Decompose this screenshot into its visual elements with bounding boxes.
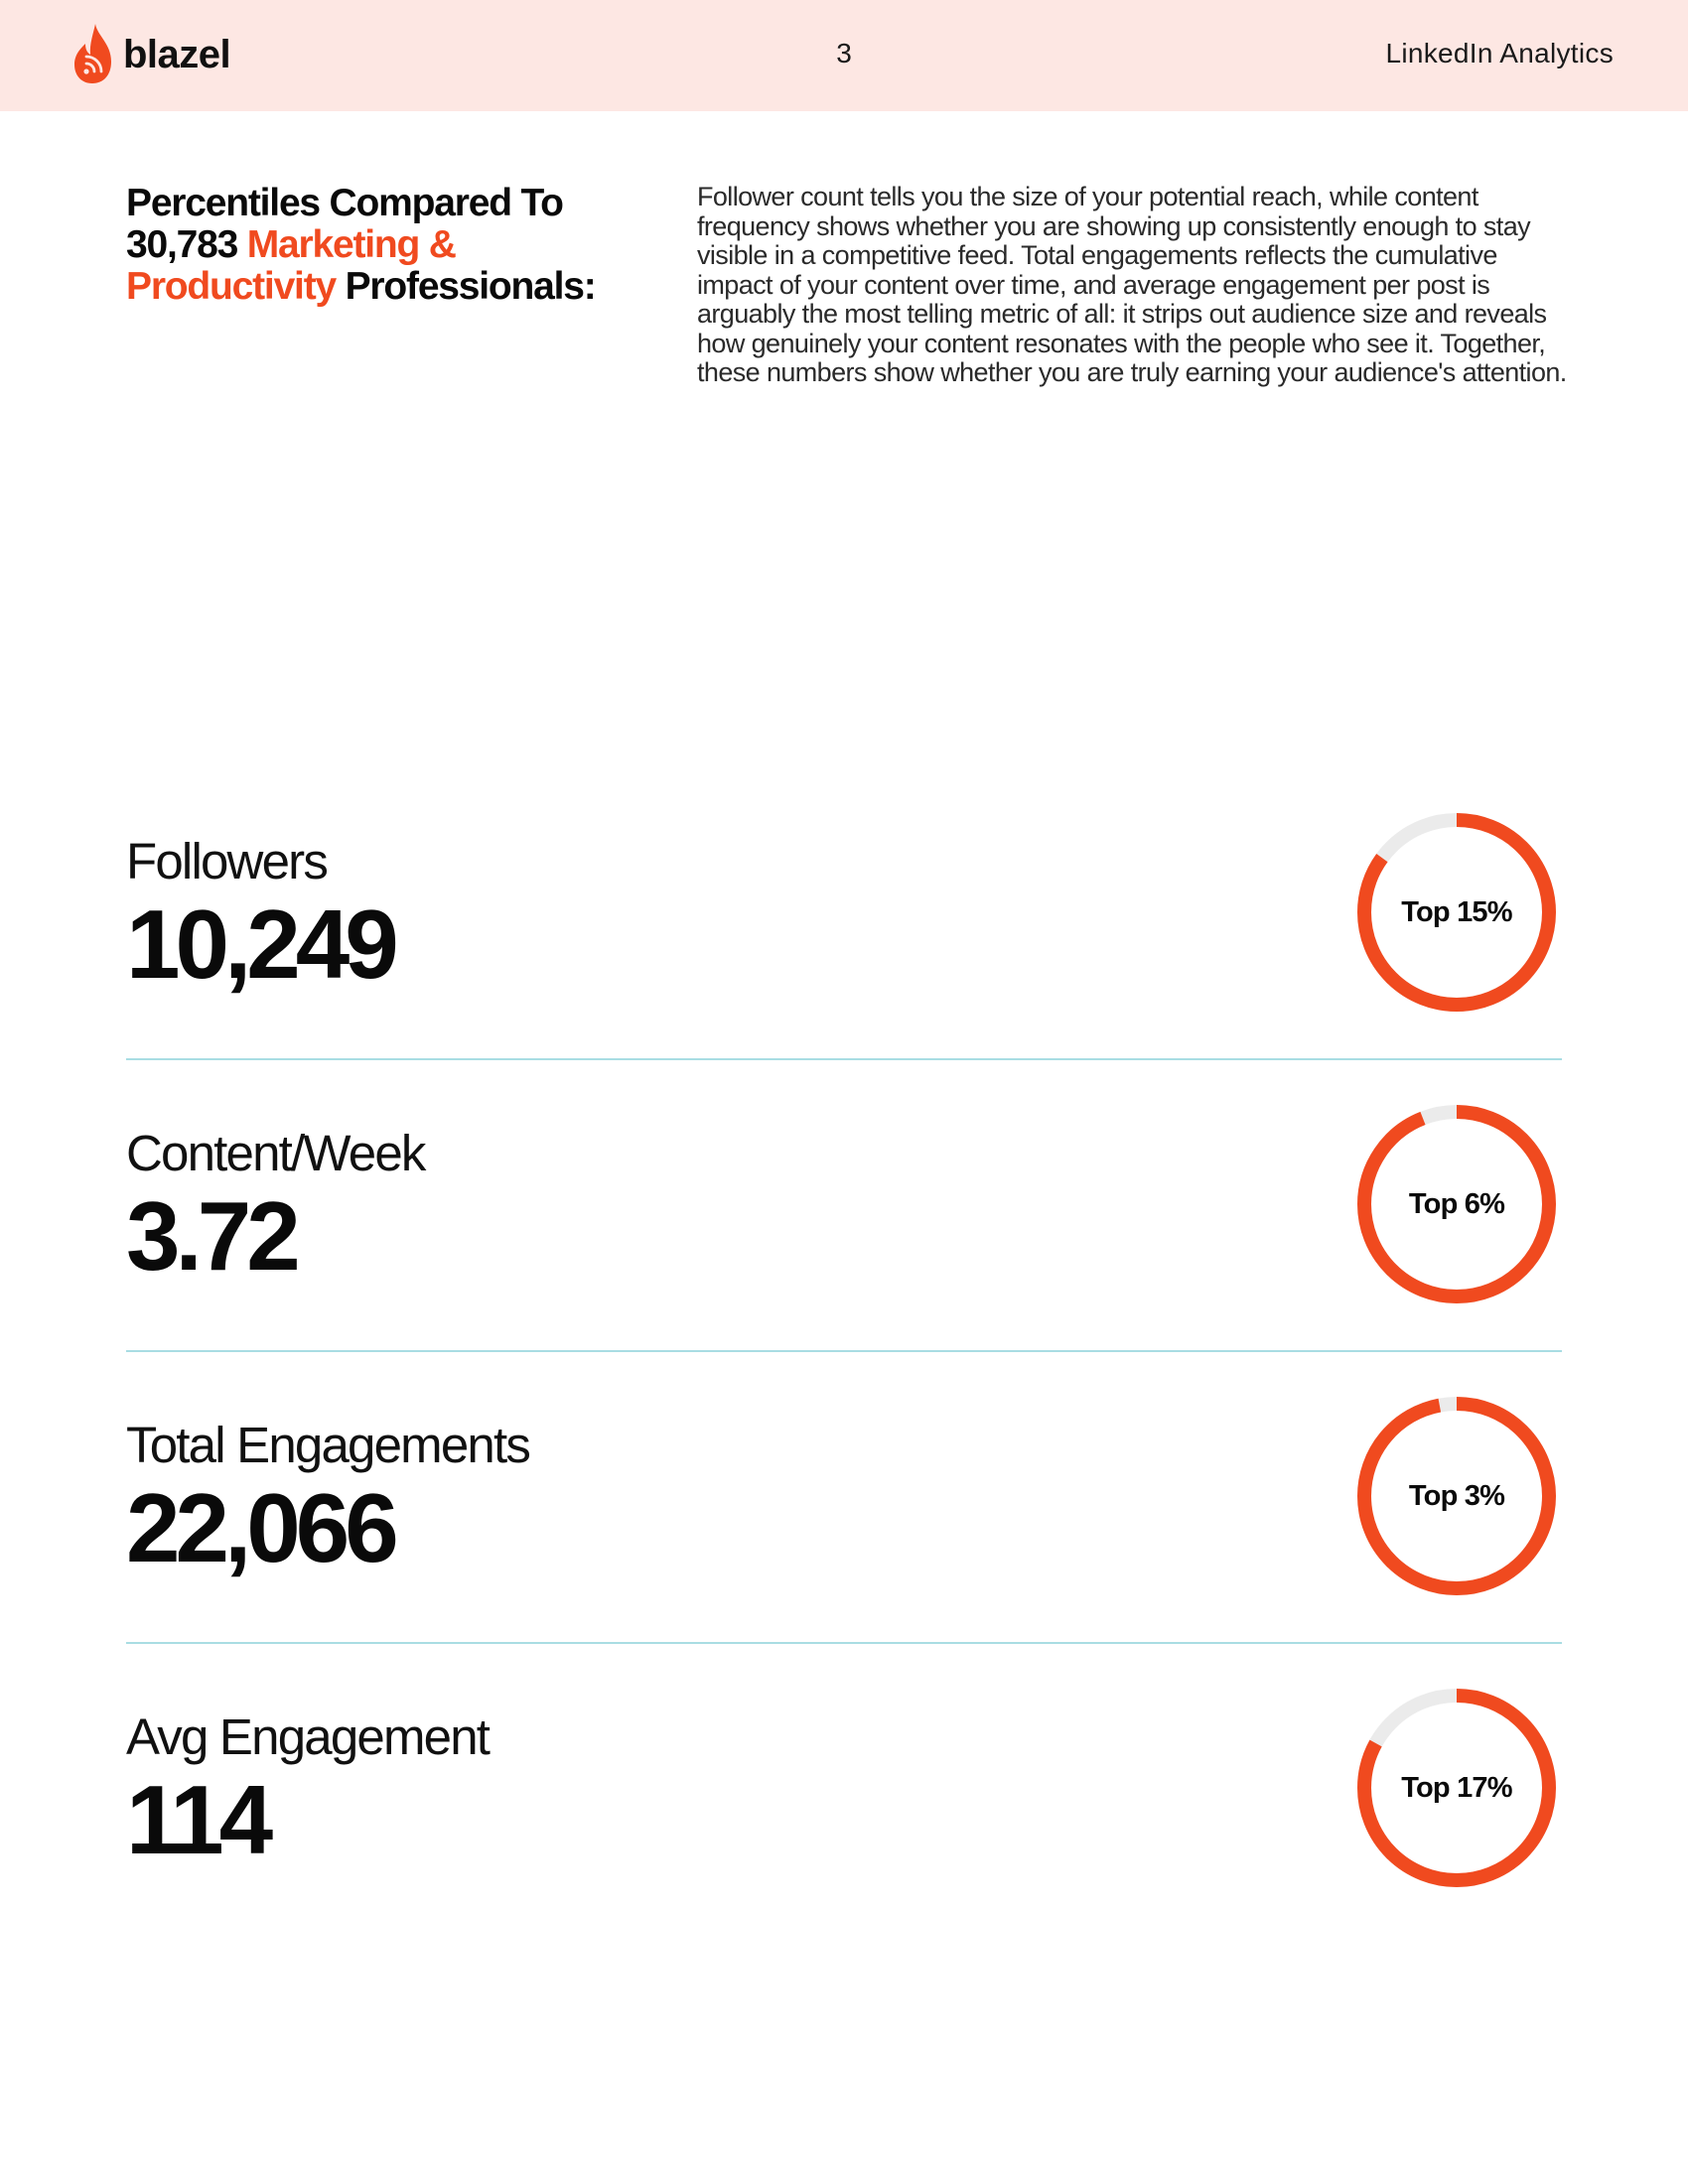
document-title: LinkedIn Analytics xyxy=(1385,38,1614,68)
metric-value: 10,249 xyxy=(126,889,394,999)
metric-label: Followers xyxy=(126,833,328,889)
metric-value: 114 xyxy=(126,1765,269,1874)
metric-label: Total Engagements xyxy=(126,1417,530,1473)
percentile-label: Top 15% xyxy=(1401,895,1512,928)
percentile-label: Top 3% xyxy=(1408,1479,1505,1512)
section-heading xyxy=(126,183,642,308)
heading-text-end: Professionals: xyxy=(335,265,596,308)
divider xyxy=(126,1058,1562,1060)
metric-label: Avg Engagement xyxy=(126,1708,490,1765)
metric-value: 3.72 xyxy=(126,1181,296,1291)
flame-signal-icon xyxy=(71,22,115,87)
percentile-label: Top 17% xyxy=(1401,1771,1512,1804)
percentile-donut xyxy=(1354,1102,1559,1306)
metric-avg-engagement xyxy=(126,1707,1562,1999)
heading-text-start: Percentiles Compared To 30,783 xyxy=(126,182,563,266)
percentile-label: Top 6% xyxy=(1408,1187,1505,1220)
page-number: 3 xyxy=(836,38,852,68)
heading-accent: Marketing & Productivity xyxy=(126,223,456,308)
divider xyxy=(126,1642,1562,1644)
metric-label: Content/Week xyxy=(126,1125,425,1181)
intro-paragraph: Follower count tells you the size of your potential reach, while content frequency shows whether you are showing up consistently enough to stay visible in a competitive feed. Total engagements reflects the cumulative impact of your content over time, and average engagement per post is arguably the most telling metric of all: it strips out audience size and reveals how genuinely your content resonates with the people who see it. Together, these numbers show whether you are truly earning your audience's attention. xyxy=(697,182,1567,387)
metric-content-per-week xyxy=(126,1124,1562,1416)
brand-logo xyxy=(71,22,230,87)
metric-total-engagements xyxy=(126,1416,1562,1707)
brand-name: blazel xyxy=(123,32,231,76)
percentile-donut xyxy=(1354,1394,1559,1598)
metric-followers xyxy=(126,832,1562,1124)
metric-value: 22,066 xyxy=(126,1473,394,1582)
percentile-donut xyxy=(1354,810,1559,1015)
divider xyxy=(126,1350,1562,1352)
percentile-donut xyxy=(1354,1686,1559,1890)
page-header xyxy=(0,0,1688,111)
